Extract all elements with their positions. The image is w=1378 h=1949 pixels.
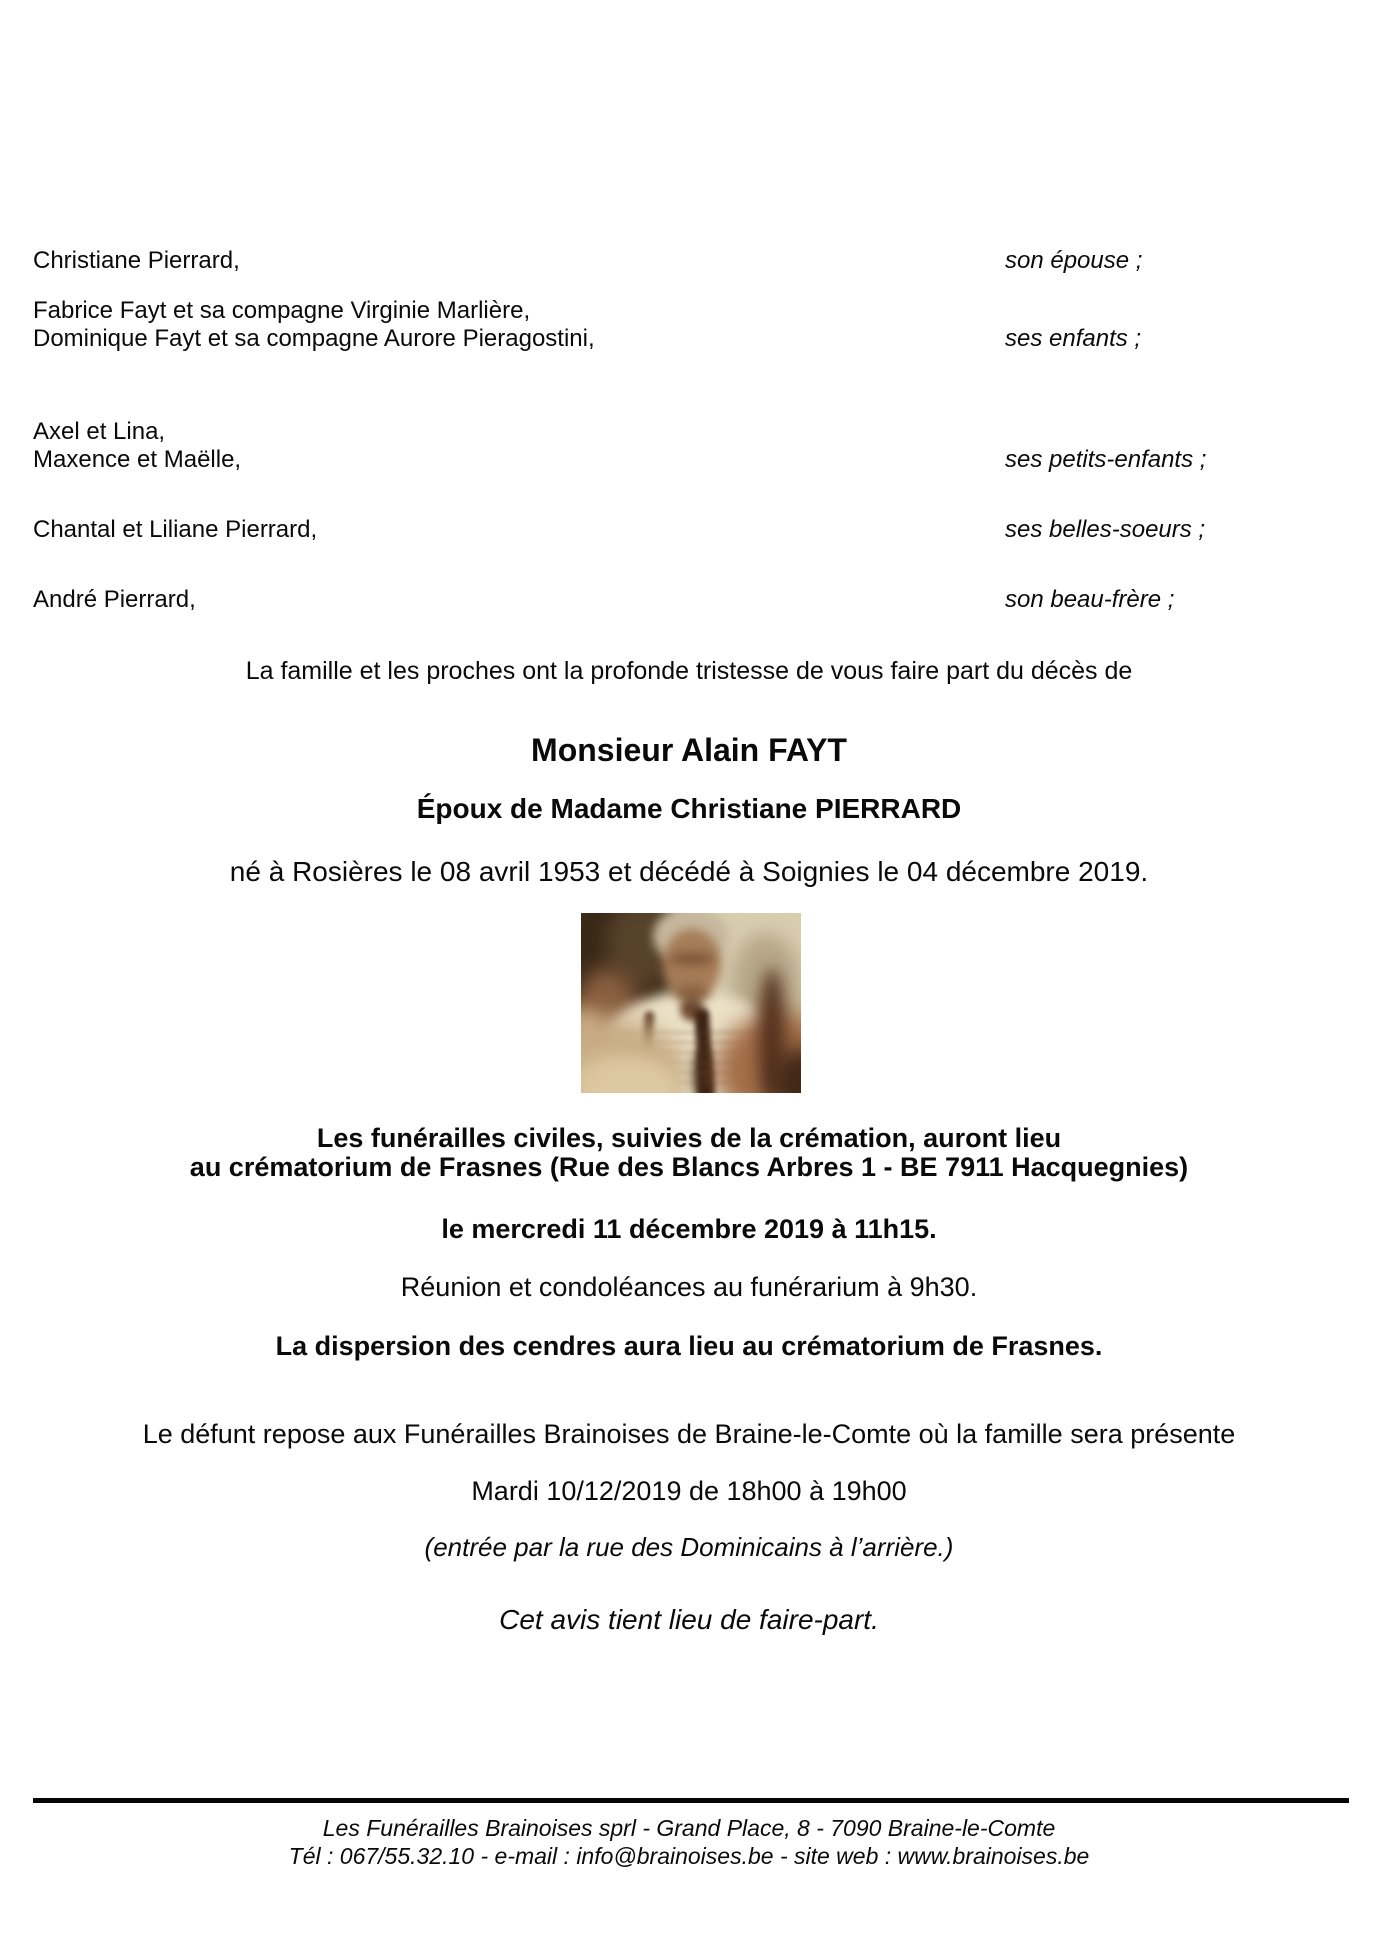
relation-label: ses petits-enfants ; xyxy=(1005,446,1207,473)
birth-death-line: né à Rosières le 08 avril 1953 et décédé à Soignies le 04 décembre 2019. xyxy=(229,856,1149,887)
family-name-line: Chantal et Liliane Pierrard, xyxy=(33,516,318,543)
announcement-line: La famille et les proches ont la profonde tristesse de vous faire part du décès de xyxy=(245,657,1133,685)
ceremony-line-2: au crématorium de Frasnes (Rue des Blancs Arbres 1 - BE 7911 Hacquegnies) xyxy=(189,1152,1189,1182)
family-name-line: Dominique Fayt et sa compagne Aurore Pieragostini, xyxy=(33,325,595,352)
notice-line: Cet avis tient lieu de faire-part. xyxy=(499,1604,879,1635)
family-name-line: Christiane Pierrard, xyxy=(33,247,240,274)
visitation-line-2: Mardi 10/12/2019 de 18h00 à 19h00 xyxy=(471,1476,907,1506)
family-name-line: Axel et Lina, xyxy=(33,418,166,445)
photo-face-layer xyxy=(669,953,715,965)
spouse-line: Époux de Madame Christiane PIERRARD xyxy=(416,793,962,824)
family-name-line: Fabrice Fayt et sa compagne Virginie Marlière, xyxy=(33,297,531,324)
deceased-name: Monsieur Alain FAYT xyxy=(531,732,847,768)
relation-label: ses belles-soeurs ; xyxy=(1005,516,1206,543)
visitation-line-1: Le défunt repose aux Funérailles Brainoises de Braine-le-Comte où la famille sera présente xyxy=(142,1419,1236,1449)
relation-label: son beau-frère ; xyxy=(1005,586,1175,613)
visitation-entrance-line: (entrée par la rue des Dominicains à l’arrière.) xyxy=(424,1532,954,1562)
ceremony-location-lines xyxy=(0,1124,1378,1182)
family-name-line: André Pierrard, xyxy=(33,586,196,613)
relation-label: ses enfants ; xyxy=(1005,325,1142,352)
funeral-home-footer xyxy=(0,1814,1378,1870)
ashes-line: La dispersion des cendres aura lieu au crématorium de Frasnes. xyxy=(275,1331,1103,1361)
footer-address-line: Les Funérailles Brainoises sprl - Grand Place, 8 - 7090 Braine-le-Comte xyxy=(322,1815,1056,1841)
gathering-line: Réunion et condoléances au funérarium à 9h30. xyxy=(400,1272,978,1302)
footer-divider xyxy=(33,1798,1349,1803)
relation-label: son épouse ; xyxy=(1005,247,1143,274)
footer-contact-line: Tél : 067/55.32.10 - e-mail : info@brainoises.be - site web : www.brainoises.be xyxy=(288,1843,1090,1869)
portrait-photo xyxy=(581,913,801,1093)
ceremony-line-1: Les funérailles civiles, suivies de la crémation, auront lieu xyxy=(316,1123,1062,1153)
ceremony-datetime-line: le mercredi 11 décembre 2019 à 11h15. xyxy=(441,1214,937,1244)
family-name-line: Maxence et Maëlle, xyxy=(33,446,242,473)
